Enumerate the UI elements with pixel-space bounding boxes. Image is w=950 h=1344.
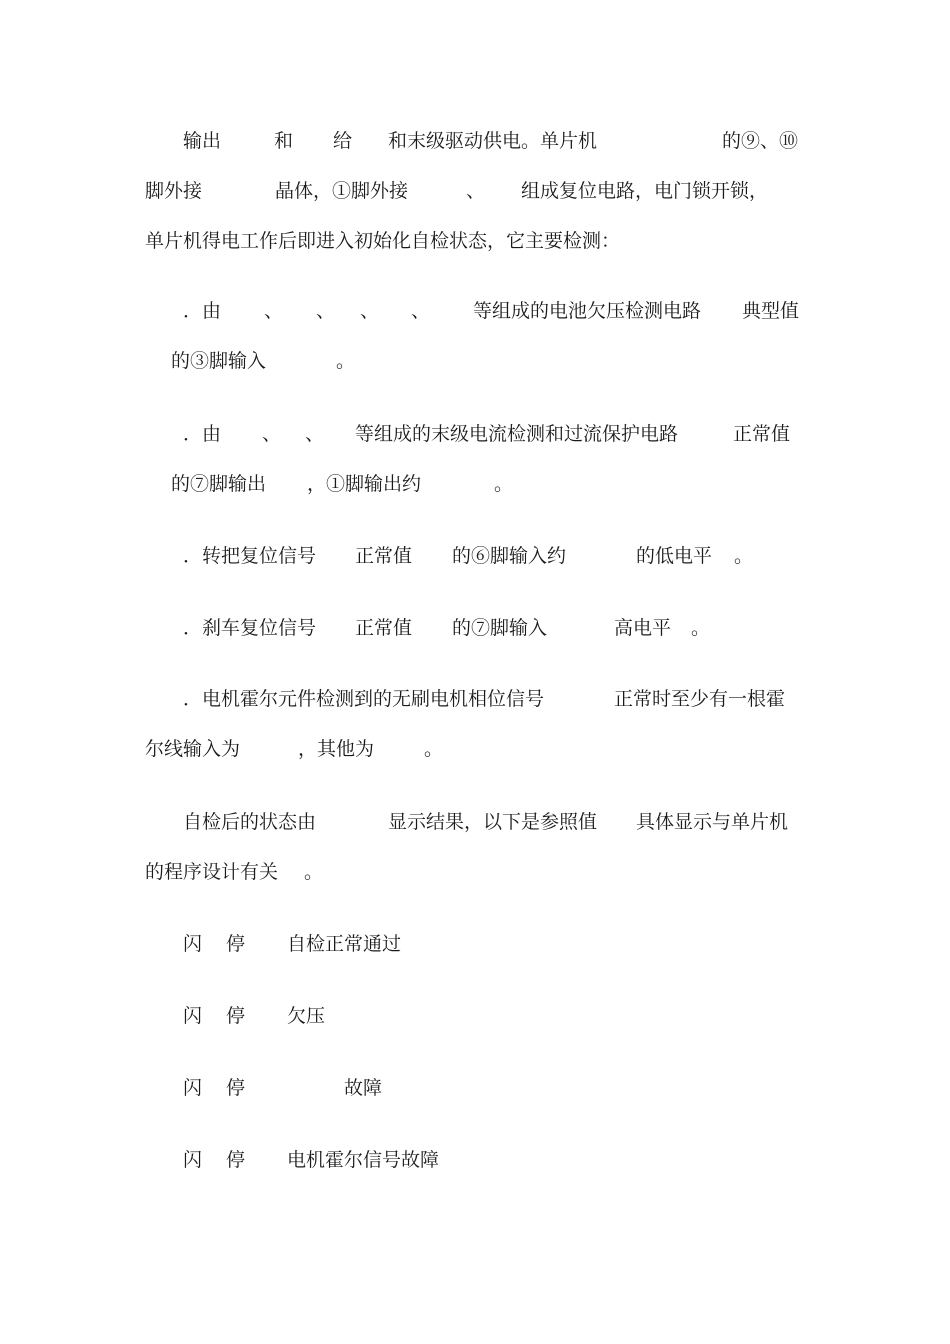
text-fragment: ，其他为	[298, 738, 375, 760]
text-fragment: 单片机得电工作后即进入初始化自检状态，它主要检测：	[145, 230, 621, 252]
text-line	[0, 296, 950, 326]
text-fragment: ，①脚输出约	[307, 473, 422, 495]
text-fragment: 的⑨、⑩	[722, 130, 799, 152]
text-fragment: 高电平	[614, 617, 672, 639]
text-fragment: 和	[274, 130, 294, 152]
text-fragment: 、	[411, 300, 431, 322]
text-line	[0, 929, 950, 959]
text-line	[0, 226, 950, 256]
text-line	[0, 541, 950, 571]
text-fragment: 。	[304, 861, 324, 883]
text-fragment: 的低电平	[636, 545, 713, 567]
text-line	[0, 176, 950, 206]
text-line	[0, 734, 950, 764]
text-fragment: 闪	[183, 933, 203, 955]
text-fragment: 正常时至少有一根霍	[614, 688, 786, 710]
text-fragment: 自检后的状态由	[183, 811, 317, 833]
text-fragment: 欠压	[287, 1005, 326, 1027]
text-fragment: 、	[316, 300, 336, 322]
text-fragment: 等组成的末级电流检测和过流保护电路	[355, 423, 679, 445]
text-fragment: 停	[226, 1005, 246, 1027]
text-fragment: ．转把复位信号	[183, 545, 317, 567]
text-line	[0, 1001, 950, 1031]
text-line	[0, 857, 950, 887]
text-fragment: 的⑥脚输入约	[452, 545, 567, 567]
text-fragment: 正常值	[355, 617, 413, 639]
text-fragment: 正常值	[733, 423, 791, 445]
text-fragment: 正常值	[355, 545, 413, 567]
text-fragment: 、	[262, 423, 282, 445]
text-line	[0, 684, 950, 714]
text-fragment: 闪	[183, 1077, 203, 1099]
text-fragment: 晶体，①脚外接	[275, 180, 409, 202]
text-line	[0, 613, 950, 643]
text-fragment: 具体显示与单片机	[636, 811, 789, 833]
text-fragment: 。	[494, 473, 514, 495]
text-fragment: 。	[424, 738, 444, 760]
text-fragment: 停	[226, 933, 246, 955]
text-fragment: 、	[264, 300, 284, 322]
text-fragment: 。	[734, 545, 754, 567]
text-line	[0, 346, 950, 376]
text-fragment: 给	[333, 130, 353, 152]
text-fragment: 闪	[183, 1005, 203, 1027]
text-fragment: 输出	[183, 130, 222, 152]
text-fragment: 故障	[344, 1077, 383, 1099]
text-fragment: 停	[226, 1077, 246, 1099]
text-fragment: 、	[466, 180, 486, 202]
text-fragment: 显示结果，以下是参照值	[388, 811, 598, 833]
text-fragment: 的程序设计有关	[145, 861, 279, 883]
text-line	[0, 419, 950, 449]
text-line	[0, 126, 950, 156]
text-fragment: ．刹车复位信号	[183, 617, 317, 639]
text-fragment: 闪	[183, 1149, 203, 1171]
text-fragment: 、	[305, 423, 325, 445]
text-fragment: 脚外接	[145, 180, 203, 202]
text-fragment: 的③脚输入	[171, 350, 267, 372]
text-fragment: 尔线输入为	[145, 738, 241, 760]
text-fragment: ．电机霍尔元件检测到的无刷电机相位信号	[183, 688, 545, 710]
text-line	[0, 1073, 950, 1103]
text-fragment: 。	[691, 617, 711, 639]
text-line	[0, 469, 950, 499]
text-fragment: 典型值	[742, 300, 800, 322]
text-fragment: 停	[226, 1149, 246, 1171]
text-line	[0, 807, 950, 837]
text-fragment: 和末级驱动供电。单片机	[388, 130, 598, 152]
text-fragment: ．由	[183, 300, 222, 322]
text-fragment: ．由	[183, 423, 222, 445]
text-fragment: 自检正常通过	[287, 933, 402, 955]
text-fragment: 。	[336, 350, 356, 372]
text-fragment: 电机霍尔信号故障	[287, 1149, 440, 1171]
text-fragment: 、	[360, 300, 380, 322]
text-fragment: 组成复位电路，电门锁开锁，	[521, 180, 769, 202]
text-fragment: 的⑦脚输入	[452, 617, 548, 639]
text-fragment: 的⑦脚输出	[171, 473, 267, 495]
text-line	[0, 1145, 950, 1175]
text-fragment: 等组成的电池欠压检测电路	[473, 300, 702, 322]
